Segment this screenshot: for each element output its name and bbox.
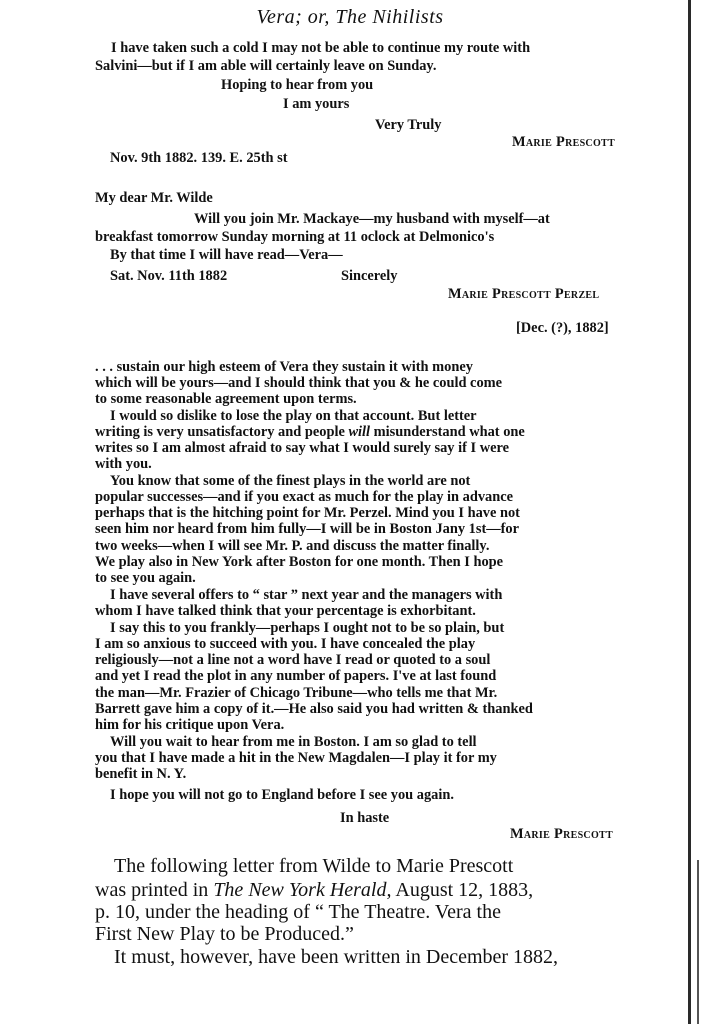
letter2-line: breakfast tomorrow Sunday morning at 11 oclock at Delmonico's <box>95 229 495 245</box>
letter2-line: Will you join Mr. Mackaye—my husband with myself—at <box>194 211 550 227</box>
body-line: I hope you will not go to England before I see you again. <box>110 787 454 803</box>
letter1-line: Hoping to hear from you <box>221 77 374 93</box>
body-line: benefit in N. Y. <box>95 766 187 782</box>
editorial-line: p. 10, under the heading of “ The Theatre. Vera the <box>95 901 501 923</box>
body-line: Will you wait to hear from me in Boston. I am so glad to tell <box>110 734 477 750</box>
body-line: and yet I read the plot in any number of papers. I've at last found <box>95 668 497 684</box>
letter1-line: I have taken such a cold I may not be able to continue my route with <box>111 40 531 56</box>
body-line: the man—Mr. Frazier of Chicago Tribune—who tells me that Mr. <box>95 685 498 701</box>
body-line: I would so dislike to lose the play on that account. But letter <box>110 408 477 424</box>
letter1-line: Salvini—but if I am able will certainly leave on Sunday. <box>95 58 437 74</box>
body-line: two weeks—when I will see Mr. P. and discuss the matter finally. <box>95 538 490 554</box>
page-edge <box>688 0 691 1024</box>
letter1-line: Very Truly <box>375 117 442 133</box>
letter2-date: Sat. Nov. 11th 1882 <box>110 268 228 284</box>
body-line: I am so anxious to succeed with you. I have concealed the play <box>95 636 476 652</box>
editorial-line: The following letter from Wilde to Marie Prescott <box>114 855 514 877</box>
body-line: to see you again. <box>95 570 196 586</box>
body-line: I have several offers to “ star ” next year and the managers with <box>110 587 503 603</box>
body-line: Barrett gave him a copy of it.—He also said you had written & thanked <box>95 701 533 717</box>
body-line: which will be yours—and I should think that you & he could come <box>95 375 503 391</box>
editorial-line: First New Play to be Produced.” <box>95 923 354 945</box>
body-line: writes so I am almost afraid to say what I would surely say if I were <box>95 440 509 456</box>
page-edge-shadow <box>697 860 699 1024</box>
body-text: writing is very unsatisfactory and people <box>95 424 345 440</box>
body-line: I say this to you frankly—perhaps I ought not to be so plain, but <box>110 620 505 636</box>
body-line: You know that some of the finest plays in the world are not <box>110 473 471 489</box>
body-text: misunderstand what one <box>373 424 525 440</box>
editorial-text: was printed in <box>95 879 209 901</box>
running-title: Vera; or, The Nihilists <box>256 6 444 28</box>
body-line: We play also in New York after Boston for one month. Then I hope <box>95 554 504 570</box>
body-line: to some reasonable agreement upon terms. <box>95 391 357 407</box>
letter3-date: [Dec. (?), 1882] <box>516 320 609 336</box>
letter2-line: By that time I will have read—Vera— <box>110 247 343 263</box>
body-line <box>95 424 525 440</box>
body-line: him for his critique upon Vera. <box>95 717 285 733</box>
editorial-text: August 12, 1883, <box>395 879 534 901</box>
body-line: popular successes—and if you exact as much for the play in advance <box>95 489 514 505</box>
body-line: whom I have talked think that your percentage is exhorbitant. <box>95 603 476 619</box>
salutation: My dear Mr. Wilde <box>95 190 213 206</box>
body-line: . . . sustain our high esteem of Vera they sustain it with money <box>95 359 473 375</box>
body-line: seen him nor heard from him fully—I will be in Boston Jany 1st—for <box>95 521 520 537</box>
editorial-line <box>95 879 533 901</box>
signature: Marie Prescott Perzel <box>448 286 600 302</box>
newspaper-title: The New York Herald, <box>213 879 392 901</box>
letter1-line: I am yours <box>283 96 350 112</box>
letter3-closing: In haste <box>340 810 390 826</box>
signature: Marie Prescott <box>512 134 615 150</box>
body-line: perhaps that is the hitching point for Mr. Perzel. Mind you I have not <box>95 505 520 521</box>
emphasis: will <box>348 424 371 440</box>
letter2-closing: Sincerely <box>341 268 398 284</box>
body-line: with you. <box>95 456 152 472</box>
body-line: religiously—not a line not a word have I read or quoted to a soul <box>95 652 491 668</box>
signature: Marie Prescott <box>510 826 613 842</box>
dateline: Nov. 9th 1882. 139. E. 25th st <box>110 150 288 166</box>
editorial-line: It must, however, have been written in December 1882, <box>114 946 559 968</box>
body-line: you that I have made a hit in the New Magdalen—I play it for my <box>95 750 497 766</box>
